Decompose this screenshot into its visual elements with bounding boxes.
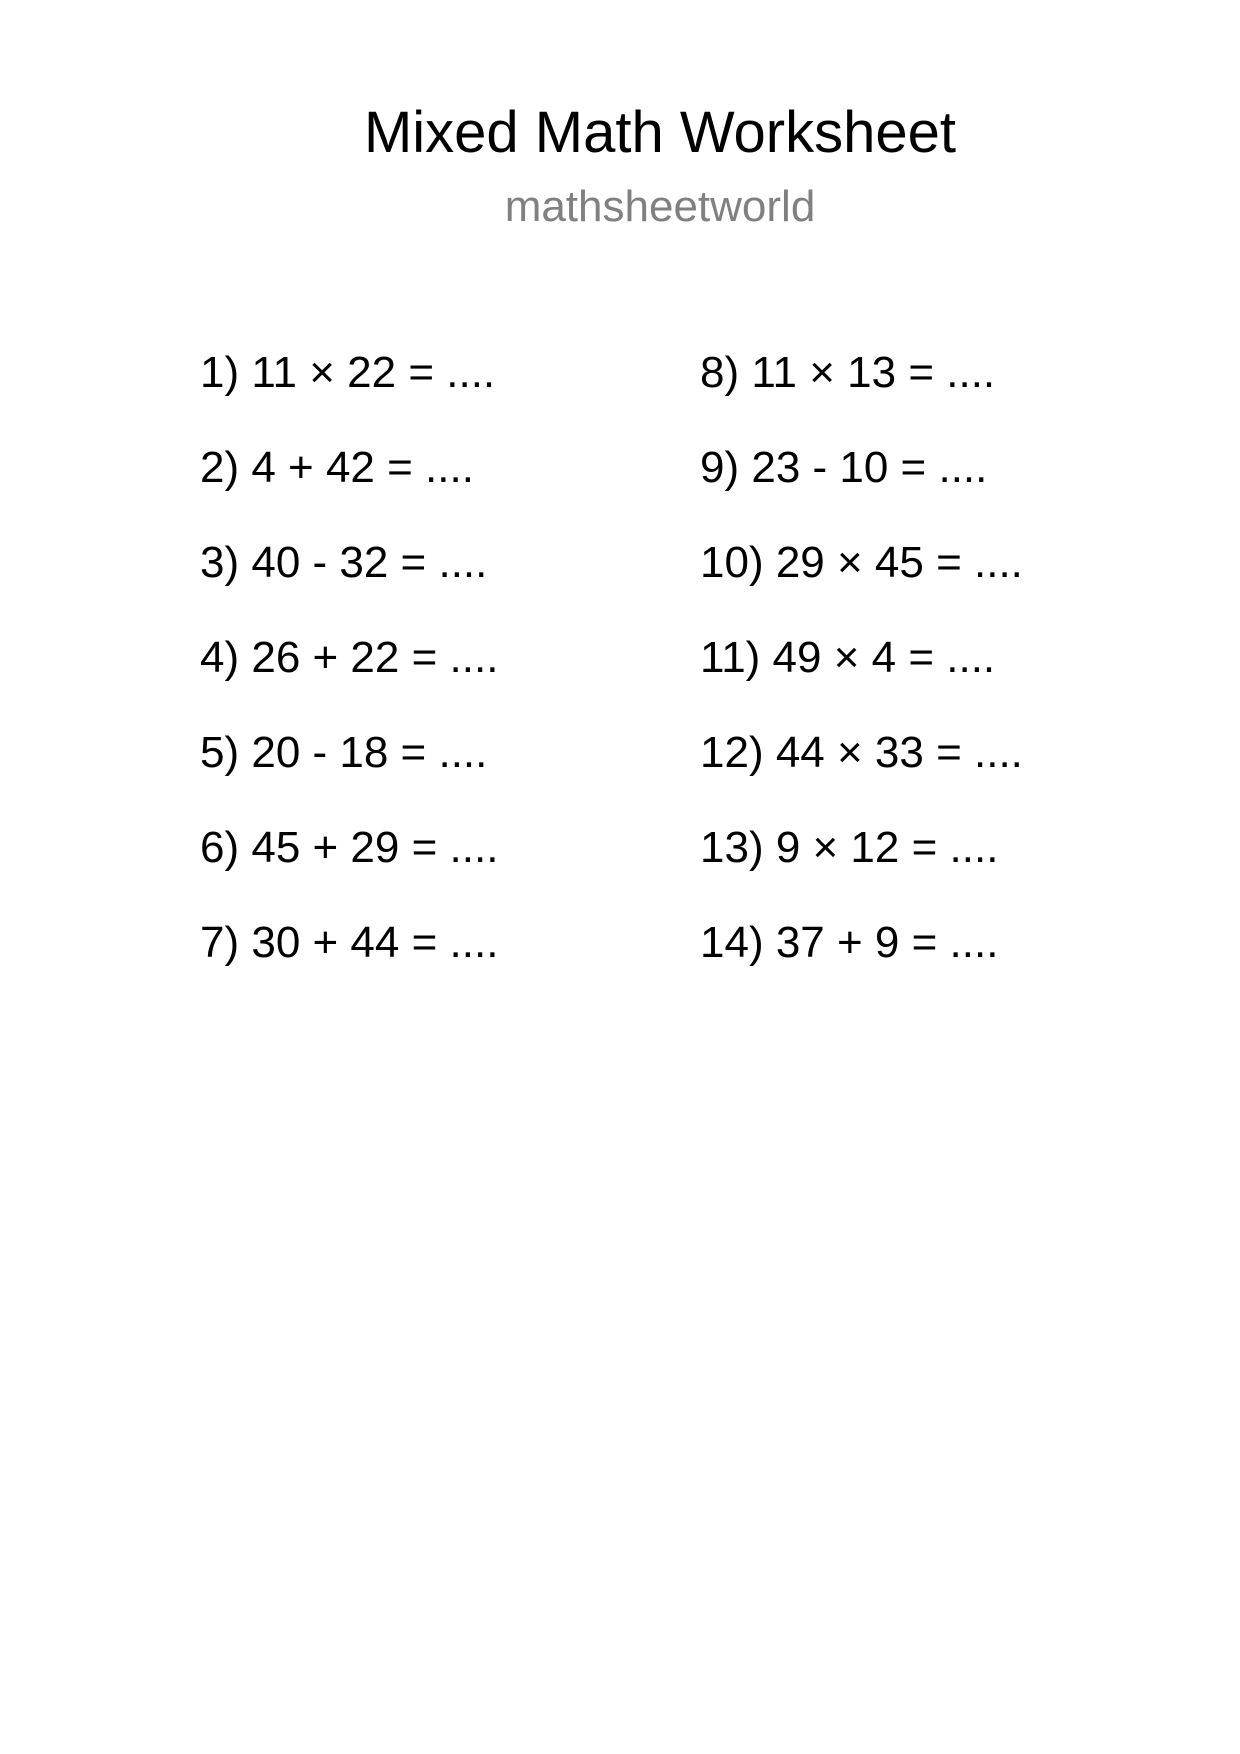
problem-list-left bbox=[200, 347, 498, 1012]
problem-2: 2) 4 + 42 = .... bbox=[200, 443, 474, 492]
problem-5: 5) 20 - 18 = .... bbox=[200, 728, 488, 777]
problem-list-right bbox=[700, 347, 1023, 1012]
problem-7: 7) 30 + 44 = .... bbox=[200, 918, 499, 967]
problem-6: 6) 45 + 29 = .... bbox=[200, 823, 499, 872]
problem-11: 11) 49 × 4 = .... bbox=[700, 633, 996, 682]
worksheet-source: mathsheetworld bbox=[504, 182, 816, 231]
problem-1: 1) 11 × 22 = .... bbox=[200, 348, 496, 397]
worksheet-title: Mixed Math Worksheet bbox=[363, 100, 957, 165]
problem-3: 3) 40 - 32 = .... bbox=[200, 538, 488, 587]
problem-10: 10) 29 × 45 = .... bbox=[700, 538, 1023, 587]
problem-14: 14) 37 + 9 = .... bbox=[700, 918, 999, 967]
problem-12: 12) 44 × 33 = .... bbox=[700, 728, 1023, 777]
problem-8: 8) 11 × 13 = .... bbox=[700, 348, 996, 397]
problem-13: 13) 9 × 12 = .... bbox=[700, 823, 999, 872]
problem-9: 9) 23 - 10 = .... bbox=[700, 443, 988, 492]
problem-4: 4) 26 + 22 = .... bbox=[200, 633, 499, 682]
